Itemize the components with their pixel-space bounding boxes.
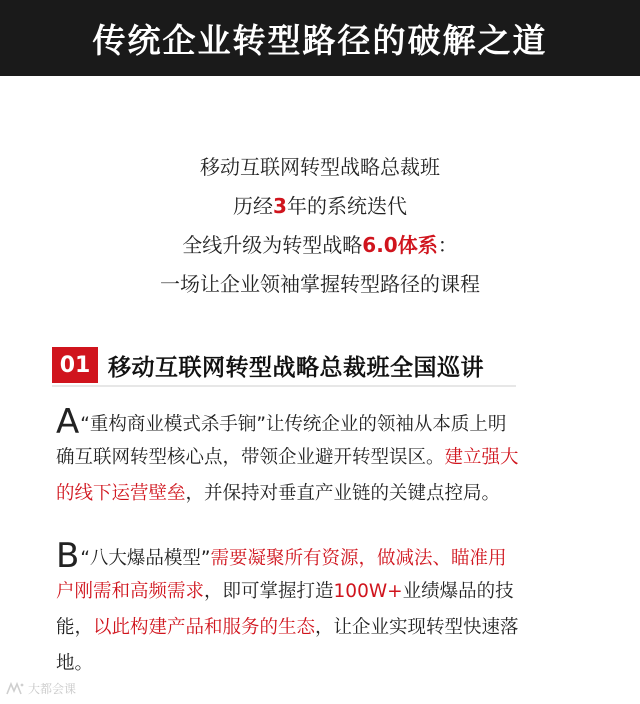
- watermark-text: 大都会课: [28, 682, 77, 696]
- intro-line-2-pre: 历经: [233, 194, 274, 218]
- paragraph-a-highlight-2: 的线下运营壁垒: [56, 483, 186, 504]
- intro-line-2: [0, 187, 640, 226]
- page-title: 传统企业转型路径的破解之道: [92, 20, 548, 60]
- paragraph-b-highlight-4: 以此构建产品和服务的生态: [93, 617, 316, 638]
- intro-line-3-pre: 全线升级为转型战略: [182, 233, 363, 257]
- paragraph-a-text-1: “重构商业模式杀手锏”让传统企业的领袖从本质上明: [80, 414, 507, 435]
- watermark-logo-icon: [6, 682, 24, 696]
- paragraph-b-text-6: 地。: [56, 653, 94, 674]
- paragraph-b-line-4: [56, 646, 604, 682]
- intro-block: [0, 148, 640, 304]
- section-title: 移动互联网转型战略总裁班全国巡讲: [108, 354, 484, 381]
- paragraph-a-highlight-1: 建立强大: [444, 447, 519, 468]
- intro-course-name: 移动互联网转型战略总裁班: [200, 155, 440, 179]
- paragraph-b-text-4: 能，: [56, 617, 94, 638]
- paragraph-a-line-2: [56, 440, 604, 476]
- intro-version-highlight: 6.0体系: [362, 233, 438, 257]
- intro-line-4: [0, 265, 640, 304]
- paragraph-b: [56, 538, 604, 682]
- paragraph-b-line-3: [56, 610, 604, 646]
- paragraph-b-line-2: [56, 574, 604, 610]
- paragraph-b-letter: B: [56, 536, 80, 576]
- paragraph-b-highlight-3: 100W+: [333, 581, 403, 602]
- paragraph-a-letter: A: [56, 402, 80, 442]
- section-heading: [52, 346, 484, 384]
- paragraph-b-highlight-1: 需要凝聚所有资源，做减法、瞄准用: [210, 548, 507, 569]
- paragraph-a-line-1: [56, 404, 604, 440]
- paragraph-a-text-3: ，并保持对垂直产业链的关键点控局。: [185, 483, 501, 504]
- section-number-badge: 01: [52, 347, 98, 383]
- intro-years-number: 3: [273, 194, 287, 218]
- section-divider: [52, 385, 516, 387]
- paragraph-b-text-2: ，即可掌握打造: [204, 581, 334, 602]
- watermark: [6, 680, 76, 697]
- paragraph-b-text-1: “八大爆品模型”: [80, 548, 211, 569]
- intro-line-3-post: ：: [437, 233, 458, 257]
- paragraph-a-text-2: 确互联网转型核心点，带领企业避开转型误区。: [56, 447, 445, 468]
- paragraph-a-line-3: [56, 476, 604, 512]
- intro-line-1: [0, 148, 640, 187]
- header-bar: [0, 0, 640, 76]
- intro-line-2-post: 年的系统迭代: [286, 194, 407, 218]
- paragraph-b-line-1: [56, 538, 604, 574]
- paragraph-b-text-5: ，让企业实现转型快速落: [315, 617, 519, 638]
- intro-line-3: [0, 226, 640, 265]
- paragraph-b-text-3: 业绩爆品的技: [402, 581, 514, 602]
- paragraph-b-highlight-2: 户刚需和高频需求: [56, 581, 205, 602]
- paragraph-a: [56, 404, 604, 512]
- intro-course-desc: 一场让企业领袖掌握转型路径的课程: [160, 272, 480, 296]
